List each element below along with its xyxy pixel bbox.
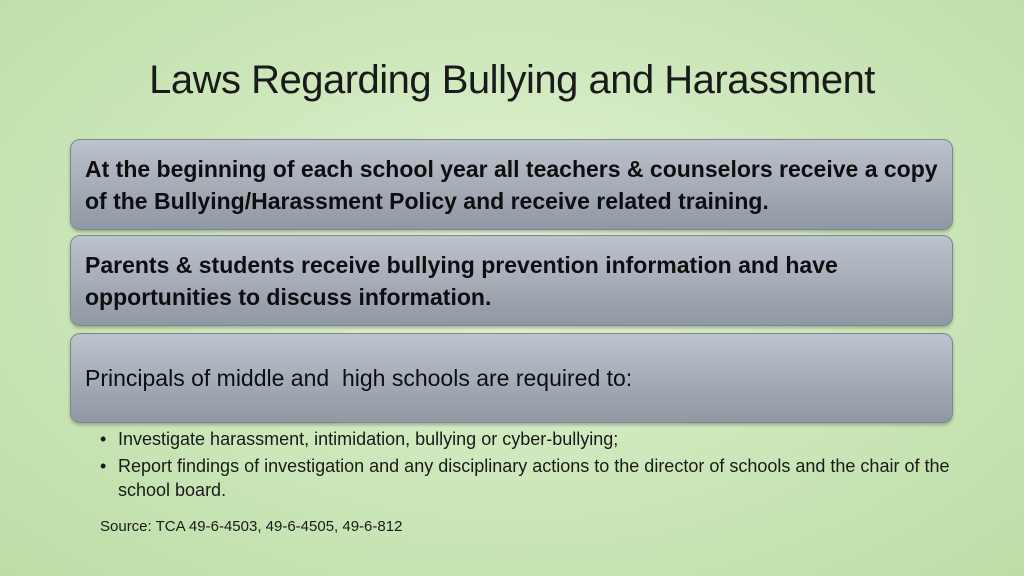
slide-title: Laws Regarding Bullying and Harassment: [149, 58, 875, 102]
bullet-icon: •: [100, 429, 107, 449]
parents-students-text: Parents & students receive bullying prevention information and have opportunities to discuss information.: [85, 251, 838, 310]
list-item-text: Investigate harassment, intimidation, bullying or cyber-bullying;: [118, 429, 619, 449]
list-item: [98, 454, 958, 502]
list-item-text: Report findings of investigation and any disciplinary actions to the director of schools and the chair of the school board.: [118, 456, 950, 500]
policy-training-box: [70, 139, 953, 230]
requirements-list: [98, 424, 958, 502]
policy-training-text: At the beginning of each school year all teachers & counselors receive a copy of the Bullying/Harassment Policy and receive related training.: [85, 155, 938, 214]
parents-students-box: [70, 235, 953, 326]
list-item: [98, 427, 958, 451]
principals-text: Principals of middle and high schools are required to:: [85, 365, 633, 391]
source-citation: Source: TCA 49-6-4503, 49-6-4505, 49-6-812: [100, 518, 403, 535]
bullet-icon: •: [100, 456, 107, 476]
principals-box: [70, 333, 953, 423]
